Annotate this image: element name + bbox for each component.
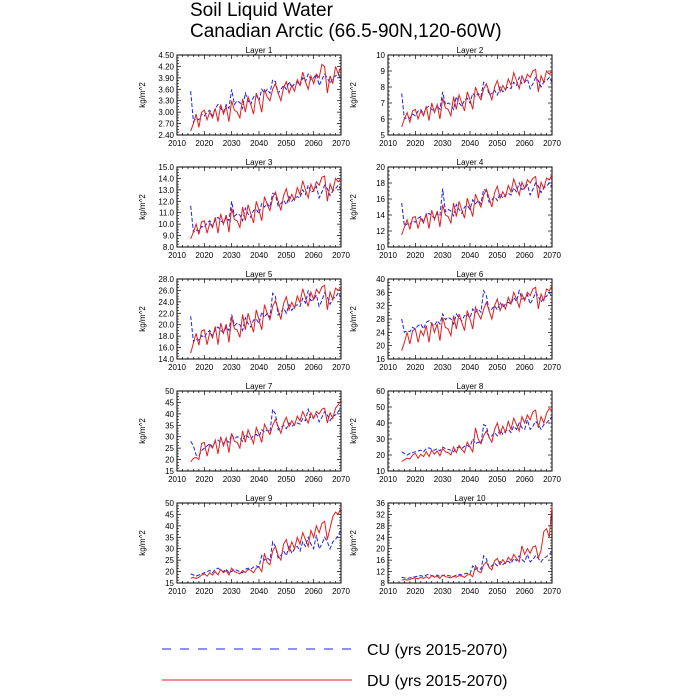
x-tick-label: 2030 bbox=[433, 139, 452, 148]
y-axis-label: kg/m^2 bbox=[138, 306, 147, 332]
y-axis-label: kg/m^2 bbox=[349, 530, 358, 556]
chart-title: Layer 2 bbox=[456, 46, 484, 55]
y-tick-label: 16.0 bbox=[158, 343, 174, 353]
x-tick-label: 2020 bbox=[406, 587, 425, 596]
y-tick-label: 9 bbox=[380, 67, 385, 76]
x-tick-label: 2070 bbox=[543, 475, 561, 484]
x-tick-label: 2020 bbox=[406, 475, 425, 484]
x-tick-label: 2040 bbox=[461, 363, 479, 372]
x-tick-label: 2010 bbox=[168, 363, 186, 372]
plot-frame bbox=[177, 391, 341, 471]
y-tick-label: 8.0 bbox=[162, 243, 174, 252]
chart-title: Layer 9 bbox=[245, 494, 273, 503]
y-tick-label: 8 bbox=[380, 579, 385, 588]
y-tick-label: 7 bbox=[380, 99, 385, 108]
x-tick-label: 2010 bbox=[379, 139, 397, 148]
y-tick-label: 2.70 bbox=[158, 119, 174, 129]
x-tick-label: 2010 bbox=[168, 139, 186, 148]
y-tick-label: 16 bbox=[376, 355, 385, 364]
y-tick-label: 12.0 bbox=[158, 197, 174, 207]
x-tick-label: 2040 bbox=[250, 475, 268, 484]
x-tick-label: 2010 bbox=[379, 363, 397, 372]
x-tick-label: 2020 bbox=[195, 475, 214, 484]
y-tick-label: 30 bbox=[165, 544, 174, 554]
y-tick-label: 10.0 bbox=[158, 220, 174, 230]
y-tick-label: 9.0 bbox=[162, 231, 174, 241]
x-tick-label: 2020 bbox=[195, 587, 214, 596]
x-tick-label: 2030 bbox=[222, 475, 241, 484]
x-tick-label: 2060 bbox=[304, 139, 323, 148]
x-tick-label: 2070 bbox=[332, 139, 350, 148]
plot-frame bbox=[177, 503, 341, 583]
x-tick-label: 2040 bbox=[461, 475, 479, 484]
x-tick-label: 2030 bbox=[433, 587, 452, 596]
chart-title: Layer 10 bbox=[454, 494, 486, 503]
plot-frame bbox=[388, 391, 552, 471]
x-tick-label: 2070 bbox=[543, 251, 561, 260]
y-tick-label: 35 bbox=[165, 533, 174, 543]
y-tick-label: 3.60 bbox=[158, 85, 174, 95]
x-tick-label: 2070 bbox=[332, 587, 350, 596]
series-line-cu bbox=[402, 417, 552, 455]
y-tick-label: 35 bbox=[165, 421, 174, 431]
y-tick-label: 20 bbox=[376, 341, 385, 351]
x-tick-label: 2060 bbox=[515, 587, 534, 596]
x-tick-label: 2050 bbox=[488, 363, 507, 372]
chart-title: Layer 3 bbox=[245, 158, 273, 167]
y-tick-label: 14.0 bbox=[158, 174, 174, 184]
y-tick-label: 14.0 bbox=[158, 355, 174, 364]
y-tick-label: 20 bbox=[165, 567, 174, 577]
chart-layer-3 bbox=[138, 158, 350, 260]
chart-layer-6 bbox=[349, 270, 561, 372]
y-axis-label: kg/m^2 bbox=[349, 306, 358, 332]
series-line-cu bbox=[191, 407, 341, 456]
series-line-du bbox=[191, 176, 341, 239]
y-tick-label: 2.40 bbox=[158, 131, 174, 140]
x-tick-label: 2030 bbox=[433, 363, 452, 372]
y-tick-label: 25 bbox=[165, 444, 174, 454]
x-tick-label: 2060 bbox=[515, 475, 534, 484]
x-tick-label: 2060 bbox=[304, 587, 323, 596]
y-axis-label: kg/m^2 bbox=[138, 530, 147, 556]
chart-layer-7 bbox=[138, 382, 350, 484]
y-tick-label: 30 bbox=[165, 432, 174, 442]
y-tick-label: 28.0 bbox=[158, 275, 174, 284]
x-tick-label: 2050 bbox=[488, 139, 507, 148]
x-tick-label: 2010 bbox=[379, 475, 397, 484]
chart-title: Layer 6 bbox=[456, 270, 484, 279]
y-tick-label: 20.0 bbox=[158, 320, 174, 330]
chart-layer-10 bbox=[349, 494, 561, 596]
x-tick-label: 2040 bbox=[461, 139, 479, 148]
series-line-du bbox=[191, 285, 341, 353]
y-tick-label: 12 bbox=[376, 227, 385, 236]
y-tick-label: 8 bbox=[380, 83, 385, 92]
x-tick-label: 2060 bbox=[304, 363, 323, 372]
y-tick-label: 26.0 bbox=[158, 286, 174, 296]
x-tick-label: 2050 bbox=[277, 363, 296, 372]
y-tick-label: 15.0 bbox=[158, 163, 174, 172]
series-line-du bbox=[191, 65, 341, 132]
y-tick-label: 11.0 bbox=[159, 208, 174, 218]
chart-title: Layer 8 bbox=[456, 382, 484, 391]
x-tick-label: 2030 bbox=[222, 251, 241, 260]
chart-title: Layer 1 bbox=[245, 46, 273, 55]
y-tick-label: 30 bbox=[376, 435, 385, 444]
y-tick-label: 4.20 bbox=[158, 62, 174, 72]
y-axis-label: kg/m^2 bbox=[138, 194, 147, 220]
x-tick-label: 2060 bbox=[515, 363, 534, 372]
y-tick-label: 6 bbox=[380, 115, 385, 124]
y-tick-label: 3.00 bbox=[158, 108, 174, 118]
y-tick-label: 3.90 bbox=[158, 73, 174, 83]
y-tick-label: 20 bbox=[376, 544, 385, 554]
x-tick-label: 2060 bbox=[515, 251, 534, 260]
x-tick-label: 2070 bbox=[543, 139, 561, 148]
plot-frame bbox=[177, 55, 341, 135]
x-tick-label: 2030 bbox=[222, 139, 241, 148]
y-tick-label: 50 bbox=[165, 387, 174, 396]
chart-title: Layer 4 bbox=[456, 158, 484, 167]
y-axis-label: kg/m^2 bbox=[138, 418, 147, 444]
y-tick-label: 10 bbox=[376, 467, 385, 476]
y-tick-label: 40 bbox=[165, 409, 174, 419]
y-tick-label: 24 bbox=[376, 533, 385, 543]
x-tick-label: 2060 bbox=[304, 251, 323, 260]
x-tick-label: 2020 bbox=[195, 139, 214, 148]
x-tick-label: 2030 bbox=[433, 251, 452, 260]
y-tick-label: 15 bbox=[165, 579, 174, 588]
chart-layer-8 bbox=[349, 382, 561, 484]
x-tick-label: 2060 bbox=[515, 139, 534, 148]
y-tick-label: 5 bbox=[380, 131, 385, 140]
x-tick-label: 2010 bbox=[168, 587, 186, 596]
y-tick-label: 15 bbox=[165, 467, 174, 476]
y-tick-label: 32 bbox=[376, 301, 385, 311]
x-tick-label: 2050 bbox=[277, 251, 296, 260]
y-tick-label: 4.50 bbox=[158, 51, 174, 60]
x-tick-label: 2020 bbox=[406, 139, 425, 148]
x-tick-label: 2050 bbox=[277, 475, 296, 484]
x-tick-label: 2040 bbox=[461, 251, 479, 260]
y-tick-label: 36 bbox=[376, 288, 385, 298]
series-line-du bbox=[191, 508, 341, 579]
y-tick-label: 10 bbox=[376, 51, 385, 60]
y-tick-label: 50 bbox=[165, 499, 174, 508]
x-tick-label: 2070 bbox=[332, 363, 350, 372]
chart-layer-1 bbox=[138, 46, 350, 148]
y-tick-label: 16 bbox=[376, 556, 385, 566]
title-line-1: Soil Liquid Water bbox=[190, 0, 333, 21]
x-tick-label: 2010 bbox=[168, 475, 186, 484]
x-tick-label: 2020 bbox=[406, 363, 425, 372]
x-tick-label: 2040 bbox=[461, 587, 479, 596]
x-tick-label: 2040 bbox=[250, 139, 268, 148]
series-line-du bbox=[402, 409, 552, 462]
y-tick-label: 28 bbox=[376, 521, 385, 531]
y-axis-label: kg/m^2 bbox=[349, 194, 358, 220]
x-tick-label: 2050 bbox=[488, 475, 507, 484]
x-tick-label: 2020 bbox=[195, 251, 214, 260]
x-tick-label: 2020 bbox=[195, 363, 214, 372]
y-axis-label: kg/m^2 bbox=[138, 82, 147, 108]
y-tick-label: 40 bbox=[376, 419, 385, 428]
series-line-du bbox=[402, 286, 552, 351]
series-line-cu bbox=[402, 552, 552, 579]
series-line-du bbox=[402, 69, 552, 127]
x-tick-label: 2040 bbox=[250, 587, 268, 596]
legend-label-cu: CU (yrs 2015-2070) bbox=[367, 642, 508, 659]
x-tick-label: 2010 bbox=[168, 251, 186, 260]
y-tick-label: 36 bbox=[376, 499, 385, 508]
y-tick-label: 22.0 bbox=[158, 309, 174, 319]
x-tick-label: 2060 bbox=[304, 475, 323, 484]
x-tick-label: 2050 bbox=[488, 587, 507, 596]
y-tick-label: 10 bbox=[376, 243, 385, 252]
x-tick-label: 2070 bbox=[543, 587, 561, 596]
chart-layer-5 bbox=[138, 270, 350, 372]
x-tick-label: 2070 bbox=[332, 475, 350, 484]
series-line-du bbox=[402, 175, 552, 235]
y-tick-label: 12 bbox=[376, 567, 385, 577]
y-tick-label: 3.30 bbox=[158, 96, 174, 106]
y-tick-label: 20 bbox=[376, 451, 385, 460]
y-tick-label: 60 bbox=[376, 387, 385, 396]
y-tick-label: 28 bbox=[376, 315, 385, 324]
y-tick-label: 13.0 bbox=[158, 185, 174, 195]
y-tick-label: 45 bbox=[165, 398, 174, 408]
y-tick-label: 18 bbox=[376, 179, 385, 188]
chart-layer-4 bbox=[349, 158, 561, 260]
plot-frame bbox=[177, 167, 341, 247]
title-line-2: Canadian Arctic (66.5-90N,120-60W) bbox=[190, 21, 502, 42]
y-tick-label: 50 bbox=[376, 403, 385, 412]
legend-label-du: DU (yrs 2015-2070) bbox=[367, 673, 508, 690]
x-tick-label: 2050 bbox=[488, 251, 507, 260]
chart-title: Layer 5 bbox=[245, 270, 273, 279]
series-line-du bbox=[402, 506, 552, 580]
y-tick-label: 24 bbox=[376, 328, 385, 338]
x-tick-label: 2070 bbox=[543, 363, 561, 372]
y-tick-label: 24.0 bbox=[158, 297, 174, 307]
x-tick-label: 2020 bbox=[406, 251, 425, 260]
x-tick-label: 2010 bbox=[379, 587, 397, 596]
x-tick-label: 2050 bbox=[277, 139, 296, 148]
series-line-cu bbox=[191, 530, 341, 576]
x-tick-label: 2040 bbox=[250, 251, 268, 260]
plot-frame bbox=[388, 55, 552, 135]
y-tick-label: 45 bbox=[165, 510, 174, 520]
y-tick-label: 20 bbox=[165, 455, 174, 465]
y-tick-label: 14 bbox=[376, 211, 385, 220]
x-tick-label: 2030 bbox=[222, 587, 241, 596]
y-tick-label: 40 bbox=[376, 275, 385, 284]
series-line-du bbox=[191, 400, 341, 462]
y-axis-label: kg/m^2 bbox=[349, 82, 358, 108]
y-tick-label: 32 bbox=[376, 510, 385, 520]
y-tick-label: 16 bbox=[376, 195, 385, 204]
x-tick-label: 2010 bbox=[379, 251, 397, 260]
chart-layer-2 bbox=[349, 46, 561, 148]
y-tick-label: 40 bbox=[165, 521, 174, 531]
plot-frame bbox=[388, 503, 552, 583]
x-tick-label: 2070 bbox=[332, 251, 350, 260]
y-axis-label: kg/m^2 bbox=[349, 418, 358, 444]
y-tick-label: 18.0 bbox=[158, 332, 174, 342]
y-tick-label: 20 bbox=[376, 163, 385, 172]
x-tick-label: 2030 bbox=[433, 475, 452, 484]
chart-title: Layer 7 bbox=[245, 382, 273, 391]
x-tick-label: 2050 bbox=[277, 587, 296, 596]
chart-layer-9 bbox=[138, 494, 350, 596]
y-tick-label: 25 bbox=[165, 556, 174, 566]
x-tick-label: 2040 bbox=[250, 363, 268, 372]
x-tick-label: 2030 bbox=[222, 363, 241, 372]
